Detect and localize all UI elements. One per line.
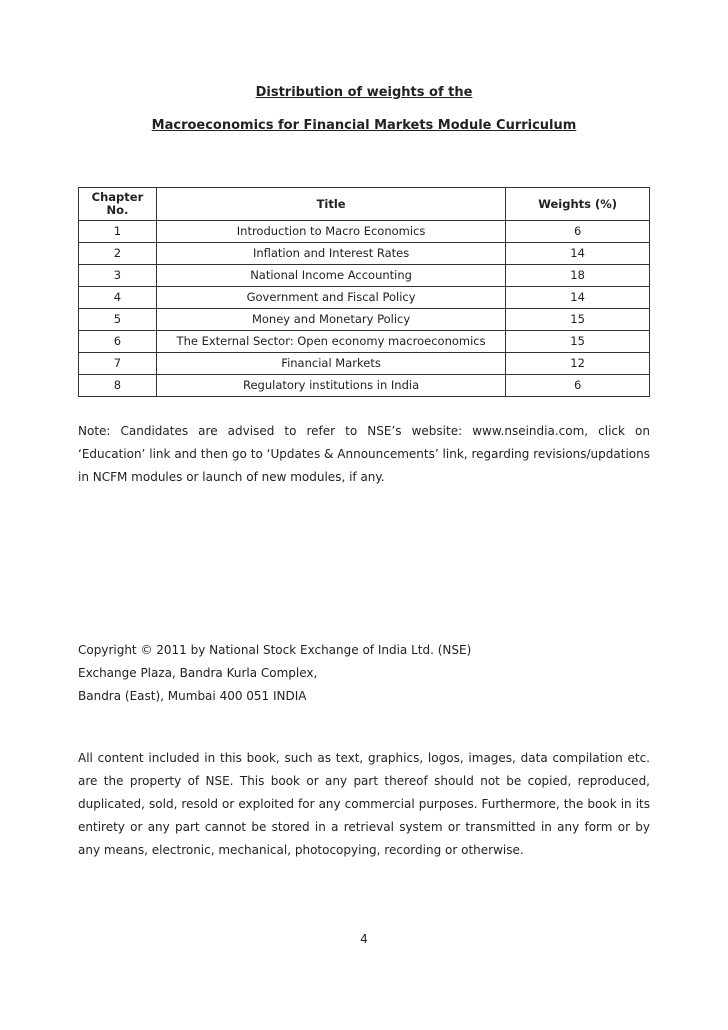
table-header-row bbox=[79, 188, 650, 221]
chapter-title: Inflation and Interest Rates bbox=[156, 243, 505, 265]
page-title-line-1: Distribution of weights of the bbox=[255, 85, 473, 100]
copyright-block bbox=[78, 639, 650, 708]
column-header-title: Title bbox=[156, 188, 505, 221]
table-row bbox=[79, 221, 650, 243]
chapter-number: 7 bbox=[79, 353, 157, 375]
chapter-number: 4 bbox=[79, 287, 157, 309]
weights-table bbox=[78, 187, 650, 397]
chapter-weight: 15 bbox=[506, 309, 650, 331]
table-row bbox=[79, 353, 650, 375]
page-number: 4 bbox=[360, 932, 368, 946]
table-row bbox=[79, 375, 650, 397]
chapter-number: 8 bbox=[79, 375, 157, 397]
chapter-number: 3 bbox=[79, 265, 157, 287]
chapter-title: Money and Monetary Policy bbox=[156, 309, 505, 331]
chapter-title: National Income Accounting bbox=[156, 265, 505, 287]
chapter-weight: 6 bbox=[506, 221, 650, 243]
chapter-number: 1 bbox=[79, 221, 157, 243]
page-title-line-2: Macroeconomics for Financial Markets Module Curriculum bbox=[151, 118, 577, 133]
chapter-title: Introduction to Macro Economics bbox=[156, 221, 505, 243]
table-row bbox=[79, 287, 650, 309]
chapter-title: Government and Fiscal Policy bbox=[156, 287, 505, 309]
table-row bbox=[79, 243, 650, 265]
chapter-weight: 15 bbox=[506, 331, 650, 353]
column-header-weights: Weights (%) bbox=[506, 188, 650, 221]
chapter-weight: 6 bbox=[506, 375, 650, 397]
note-paragraph: Note: Candidates are advised to refer to NSE’s website: www.nseindia.com, click on ‘Education’ link and then go to ‘Updates & Announcements’ link, regarding revisions/updations in NCFM modules or launch of new modules, if any. bbox=[78, 424, 650, 484]
copyright-line: Copyright © 2011 by National Stock Exchange of India Ltd. (NSE) bbox=[78, 643, 472, 657]
chapter-title: Financial Markets bbox=[156, 353, 505, 375]
column-header-chapter: Chapter No. bbox=[79, 188, 157, 221]
chapter-weight: 14 bbox=[506, 243, 650, 265]
chapter-number: 5 bbox=[79, 309, 157, 331]
chapter-weight: 18 bbox=[506, 265, 650, 287]
address-line-1: Exchange Plaza, Bandra Kurla Complex, bbox=[78, 666, 318, 680]
chapter-title: The External Sector: Open economy macroeconomics bbox=[156, 331, 505, 353]
table-row bbox=[79, 265, 650, 287]
address-line-2: Bandra (East), Mumbai 400 051 INDIA bbox=[78, 689, 307, 703]
chapter-weight: 14 bbox=[506, 287, 650, 309]
table-row bbox=[79, 309, 650, 331]
chapter-number: 2 bbox=[79, 243, 157, 265]
rights-paragraph: All content included in this book, such as text, graphics, logos, images, data compilation etc. are the property of NSE. This book or any part thereof should not be copied, reproduced, duplicated, sold, resold or exploited for any commercial purposes. Furthermore, the book in its entirety or any part cannot be stored in a retrieval system or transmitted in any form or by any means, electronic, mechanical, photocopying, recording or otherwise. bbox=[78, 751, 650, 857]
table-row bbox=[79, 331, 650, 353]
chapter-title: Regulatory institutions in India bbox=[156, 375, 505, 397]
chapter-weight: 12 bbox=[506, 353, 650, 375]
chapter-number: 6 bbox=[79, 331, 157, 353]
